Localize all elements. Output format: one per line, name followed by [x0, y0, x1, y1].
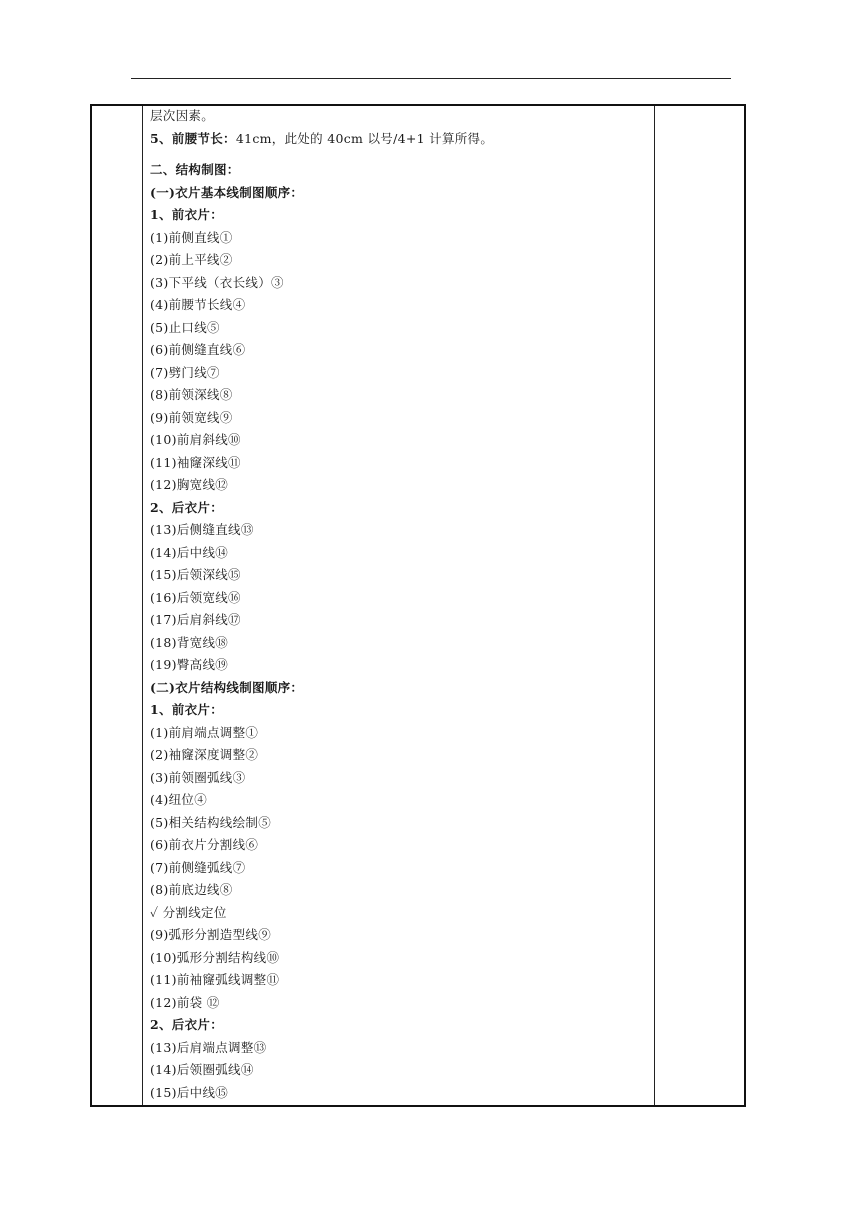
part-heading: 2、后衣片： — [150, 1017, 223, 1032]
subsection-heading: (二)衣片结构线制图顺序： — [150, 679, 304, 695]
list-item: (13)后肩端点调整⑬ — [150, 1039, 267, 1055]
text-line-front-waist-length — [150, 128, 650, 151]
list-item: (12)前袋 ⑫ — [150, 994, 220, 1010]
list-item: (8)前领深线⑧ — [150, 387, 233, 402]
list-item: (3)下平线（衣长线）③ — [150, 274, 284, 290]
list-item: (15)后领深线⑮ — [150, 567, 241, 582]
list-item: (9)弧形分割造型线⑨ — [150, 927, 272, 942]
list-item: (18)背宽线⑱ — [150, 634, 229, 650]
left-column-divider — [142, 106, 143, 1105]
list-item: (4)纽位④ — [150, 792, 208, 807]
text-line: 层次因素。 — [150, 108, 215, 123]
part-heading: 1、前衣片： — [150, 207, 223, 222]
item-value: 41cm，此处的 40cm 以号/4+1 计算所得。 — [235, 130, 494, 146]
list-item: (5)相关结构线绘制⑤ — [150, 814, 272, 830]
checkmark-item: ✓ 分割线定位 — [150, 904, 227, 920]
list-item: (6)前衣片分割线⑥ — [150, 837, 259, 852]
list-item: (10)弧形分割结构线⑩ — [150, 949, 280, 965]
list-item: (8)前底边线⑧ — [150, 882, 233, 897]
list-item: (5)止口线⑤ — [150, 319, 220, 335]
page-header-rule — [131, 78, 731, 79]
list-item: (1)前肩端点调整① — [150, 724, 259, 740]
part-heading: 1、前衣片： — [150, 702, 223, 717]
list-item: (17)后肩斜线⑰ — [150, 612, 241, 627]
list-item: (4)前腰节长线④ — [150, 297, 246, 312]
section-heading: 二、结构制图： — [150, 162, 240, 177]
list-item: (19)臀高线⑲ — [150, 657, 229, 672]
list-item: (9)前领宽线⑨ — [150, 409, 233, 425]
list-item: (1)前侧直线① — [150, 229, 233, 245]
main-text-column — [150, 105, 650, 1104]
list-item: (15)后中线⑮ — [150, 1084, 229, 1100]
list-item: (7)劈门线⑦ — [150, 364, 220, 380]
list-item: (2)袖窿深度调整② — [150, 747, 259, 762]
list-item: (6)前侧缝直线⑥ — [150, 342, 246, 357]
list-item: (3)前领圈弧线③ — [150, 769, 246, 785]
list-item: (7)前侧缝弧线⑦ — [150, 859, 246, 875]
list-item: (10)前肩斜线⑩ — [150, 432, 241, 447]
list-item: (14)后中线⑭ — [150, 544, 229, 560]
part-heading: 2、后衣片： — [150, 499, 223, 515]
list-item: (11)袖窿深线⑪ — [150, 454, 241, 470]
list-item: (11)前袖窿弧线调整⑪ — [150, 972, 280, 987]
list-item: (16)后领宽线⑯ — [150, 589, 241, 605]
list-item: (12)胸宽线⑫ — [150, 477, 229, 492]
list-item: (14)后领圈弧线⑭ — [150, 1062, 254, 1077]
list-item: (13)后侧缝直线⑬ — [150, 522, 254, 537]
list-item: (2)前上平线② — [150, 252, 233, 267]
item-label: 5、前腰节长： — [150, 130, 236, 146]
subsection-heading: (一)衣片基本线制图顺序： — [150, 184, 304, 200]
right-column-divider — [654, 106, 655, 1105]
